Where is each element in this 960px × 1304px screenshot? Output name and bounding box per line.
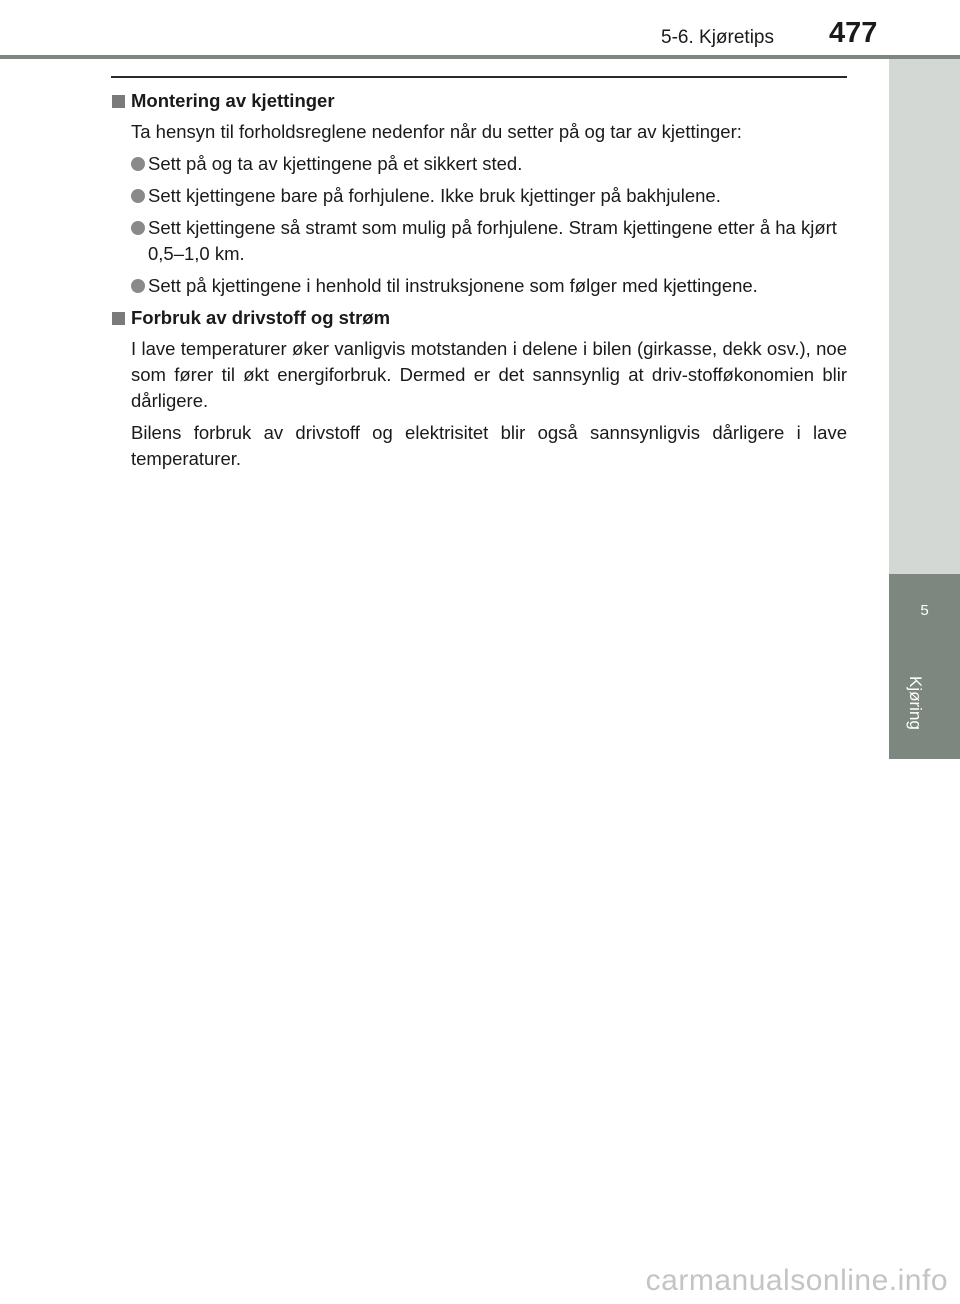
- section-heading-text: Montering av kjettinger: [131, 90, 335, 111]
- paragraph: Bilens forbruk av drivstoff og elektrisitet blir også sannsynligvis dårligere i lave temperaturer.: [131, 422, 847, 469]
- side-strip: [889, 59, 960, 574]
- section-intro: Ta hensyn til forholdsreglene nedenfor når du setter på og tar av kjettinger:: [131, 121, 742, 142]
- section-consumption: [111, 305, 847, 472]
- section-chains: [111, 88, 847, 299]
- chapter-tab: [889, 574, 960, 759]
- round-bullet-icon: [131, 279, 145, 293]
- square-bullet-icon: [112, 312, 125, 325]
- section-heading: [111, 305, 847, 331]
- page-number: 477: [829, 17, 878, 49]
- list-item: [111, 215, 847, 267]
- section-heading-text: Forbruk av drivstoff og strøm: [131, 307, 391, 328]
- section-heading: [111, 88, 847, 114]
- paragraph: I lave temperaturer øker vanligvis motstanden i delene i bilen (girkasse, dekk osv.), noe som fører til økt energiforbruk. Dermed er det sannsynlig at driv-stofføkonomien blir dårligere.: [131, 338, 847, 411]
- list-item-text: Sett på og ta av kjettingene på et sikkert sted.: [148, 153, 523, 174]
- watermark: carmanualsonline.info: [645, 1264, 948, 1297]
- list-item: [111, 273, 847, 299]
- header-divider: [0, 55, 960, 59]
- square-bullet-icon: [112, 95, 125, 108]
- list-item-text: Sett kjettingene så stramt som mulig på forhjulene. Stram kjettingene etter å ha kjørt 0,5–1,0 km.: [148, 217, 837, 264]
- round-bullet-icon: [131, 157, 145, 171]
- list-item-text: Sett kjettingene bare på forhjulene. Ikke bruk kjettinger på bakhjulene.: [148, 185, 721, 206]
- section-title: 5-6. Kjøretips: [661, 27, 774, 48]
- list-item-text: Sett på kjettingene i henhold til instruksjonene som følger med kjettingene.: [148, 275, 758, 296]
- chapter-label: Kjøring: [906, 676, 925, 730]
- chapter-number: 5: [920, 602, 929, 619]
- round-bullet-icon: [131, 221, 145, 235]
- list-item: [111, 183, 847, 209]
- round-bullet-icon: [131, 189, 145, 203]
- list-item: [111, 151, 847, 177]
- content-top-rule: [111, 76, 847, 78]
- page-content: [111, 88, 847, 478]
